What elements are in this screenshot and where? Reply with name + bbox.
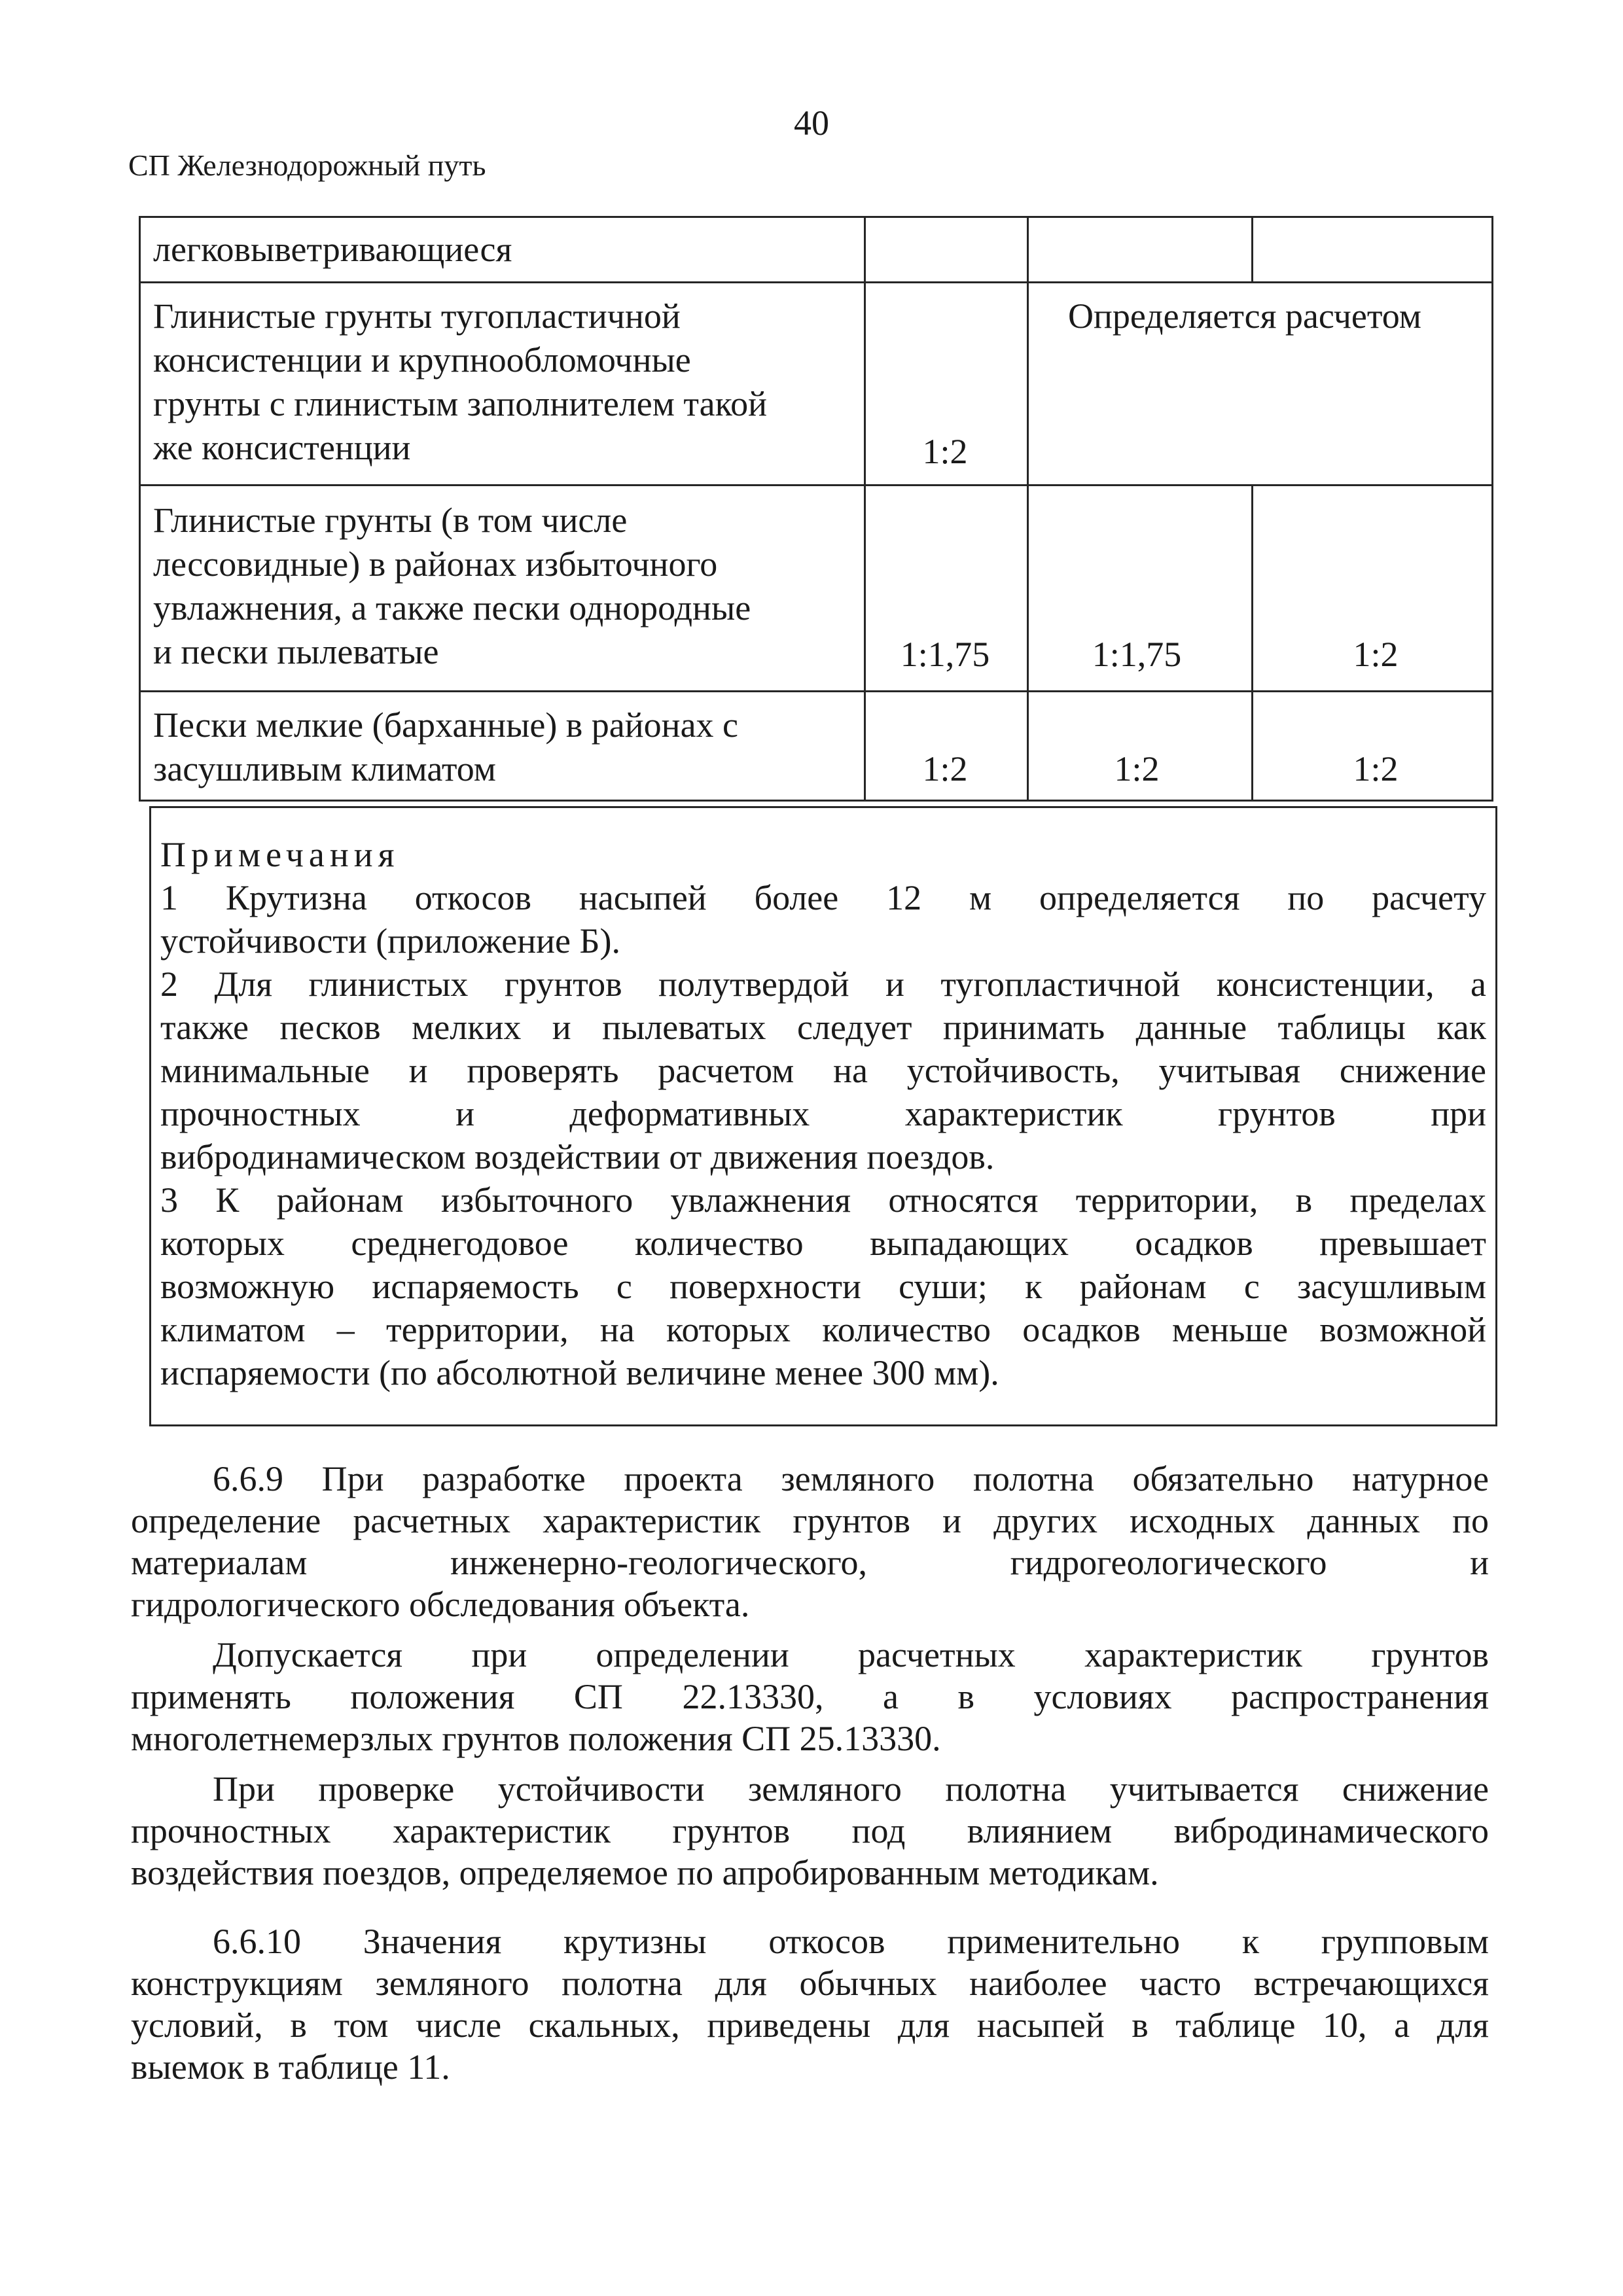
paragraph-line: определение расчетных характеристик грунтов и других исходных данных по <box>131 1501 1489 1540</box>
table-row-soil-text: Пески мелкие (барханные) в районах с <box>153 705 739 745</box>
paragraph-line: воздействия поездов, определяемое по апробированным методикам. <box>131 1853 1159 1892</box>
table-cell-value: 1:2 <box>922 432 968 471</box>
notes-title: Примечания <box>160 835 400 874</box>
paragraph-line: Допускается при определении расчетных характеристик грунтов <box>213 1635 1489 1674</box>
paragraph-line: 6.6.9 При разработке проекта земляного полотна обязательно натурное <box>213 1459 1489 1498</box>
table-cell-value: 1:2 <box>1353 635 1399 674</box>
table-rule <box>139 800 1493 802</box>
paragraph-line: 6.6.10 Значения крутизны откосов применительно к групповым <box>213 1922 1489 1961</box>
table-row-soil-text: Глинистые грунты (в том числе <box>153 501 628 540</box>
paragraph-line: условий, в том числе скальных, приведены для насыпей в таблице 10, а для <box>131 2005 1489 2045</box>
table-row-soil-text: и пески пылеватые <box>153 632 439 671</box>
table-rule <box>139 216 141 802</box>
table-row-soil-text: Глинистые грунты тугопластичной <box>153 296 681 336</box>
table-cell-value: 1:2 <box>922 749 968 788</box>
notes-line: которых среднегодовое количество выпадающих осадков превышает <box>160 1224 1486 1263</box>
table-rule <box>864 216 866 802</box>
paragraph-line: материалам инженерно-геологического, гидрогеологического и <box>131 1543 1489 1582</box>
paragraph-line: многолетнемерзлых грунтов положения СП 25.13330. <box>131 1719 941 1758</box>
table-rule <box>139 216 1493 218</box>
table-cell-value: 1:1,75 <box>900 635 990 674</box>
table-rule <box>1251 216 1253 281</box>
table-rule <box>1251 484 1253 802</box>
table-cell-value: 1:1,75 <box>1092 635 1182 674</box>
table-row-soil-text: грунты с глинистым заполнителем такой <box>153 384 768 423</box>
notes-line: возможную испаряемость с поверхности суши; к районам с засушливым <box>160 1267 1486 1306</box>
table-rule <box>139 690 1493 692</box>
table-row-soil-text: увлажнения, а также пески однородные <box>153 588 751 627</box>
table-row-soil-text: легковыветривающиеся <box>153 230 512 269</box>
notes-line: вибродинамическом воздействии от движения поездов. <box>160 1137 995 1176</box>
notes-line: минимальные и проверять расчетом на устойчивость, учитывая снижение <box>160 1051 1486 1090</box>
slope-table <box>139 216 1493 802</box>
notes-line: устойчивости (приложение Б). <box>160 921 620 961</box>
page-number: 40 <box>794 103 829 143</box>
table-cell-value: 1:2 <box>1353 749 1399 788</box>
paragraph-line: прочностных характеристик грунтов под влиянием вибродинамического <box>131 1811 1489 1850</box>
notes-line: прочностных и деформативных характеристик грунтов при <box>160 1094 1486 1133</box>
table-rule <box>1027 216 1029 802</box>
paragraph-line: выемок в таблице 11. <box>131 2047 450 2087</box>
notes-line: климатом – территории, на которых количество осадков меньше возможной <box>160 1310 1486 1349</box>
notes-line: также песков мелких и пылеватых следует принимать данные таблицы как <box>160 1008 1486 1047</box>
paragraph-line: гидрологического обследования объекта. <box>131 1585 750 1624</box>
table-cell-merged: Определяется расчетом <box>1068 296 1421 336</box>
table-row-soil-text: засушливым климатом <box>153 749 496 788</box>
notes-line: 1 Крутизна откосов насыпей более 12 м определяется по расчету <box>160 878 1486 917</box>
notes-line: 2 Для глинистых грунтов полутвердой и тугопластичной консистенции, а <box>160 964 1486 1004</box>
table-rule <box>1491 216 1493 802</box>
table-rule <box>139 281 1493 283</box>
table-row-soil-text: же консистенции <box>153 428 411 467</box>
table-notes <box>149 806 1497 1426</box>
paragraph-line: применять положения СП 22.13330, а в условиях распространения <box>131 1677 1489 1716</box>
notes-line: 3 К районам избыточного увлажнения относятся территории, в пределах <box>160 1180 1486 1220</box>
paragraph-line: конструкциям земляного полотна для обычных наиболее часто встречающихся <box>131 1964 1489 2003</box>
table-row-soil-text: консистенции и крупнообломочные <box>153 340 691 380</box>
table-row-soil-text: лессовидные) в районах избыточного <box>153 544 718 584</box>
notes-line: испаряемости (по абсолютной величине менее 300 мм). <box>160 1353 999 1392</box>
table-rule <box>139 484 1493 486</box>
table-cell-value: 1:2 <box>1114 749 1160 788</box>
running-header: СП Железнодорожный путь <box>128 149 486 182</box>
paragraph-line: При проверке устойчивости земляного полотна учитывается снижение <box>213 1769 1489 1809</box>
